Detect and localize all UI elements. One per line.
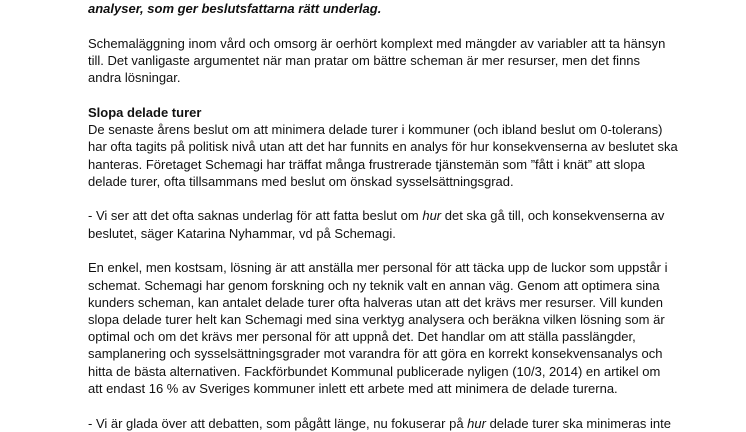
quote-paragraph-2 (88, 415, 688, 432)
intro-paragraph (88, 35, 688, 87)
emphasis-text: hur (467, 415, 486, 431)
paragraph-line: delade turer, ofta tillsammans med beslut om önskad sysselsättningsgrad. (88, 173, 514, 189)
quote-line (88, 207, 688, 224)
paragraph-line: har ofta tagits på politisk nivå utan att det har funnits en analys för hur konsekvenserna av beslutet ska (88, 139, 678, 155)
intro-line: Schemaläggning inom vård och omsorg är oerhört komplext med mängder av variabler att ta hänsyn (88, 35, 666, 51)
quote-line: beslutet, säger Katarina Nyhammar, vd på Schemagi. (88, 225, 396, 241)
paragraph-line: samplanering och sysselsättningsgrader mot varandra för att göra en korrekt konsekvensanalys och (88, 346, 663, 362)
quote-text: delade turer ska minimeras inte (485, 415, 671, 431)
section-heading: Slopa delade turer (88, 104, 202, 120)
quote-text: - Vi ser att det ofta saknas underlag för att fatta beslut om (88, 208, 423, 224)
paragraph-line: De senaste årens beslut om att minimera delade turer i kommuner (och ibland beslut om 0-tolerans) (88, 122, 663, 138)
document-body (88, 0, 688, 432)
paragraph-line: En enkel, men kostsam, lösning är att anställa mer personal för att täcka upp de luckor som uppstår i (88, 260, 668, 276)
paragraph-gap (88, 17, 688, 35)
intro-line: till. Det vanligaste argumentet när man pratar om bättre scheman är mer resurser, men det finns (88, 52, 641, 68)
paragraph-line: att endast 16 % av Sveriges kommuner inlett ett arbete med att minimera de delade turerna. (88, 380, 618, 396)
quote-text: - Vi är glada över att debatten, som pågått länge, nu fokuserar på (88, 415, 468, 431)
quote-text: det ska gå till, och konsekvenserna av (441, 208, 665, 224)
paragraph-line: hitta de bästa alternativen. Fackförbundet Kommunal publicerade nyligen (10/3, 2014) en artikel om (88, 363, 661, 379)
quote-paragraph-1 (88, 207, 688, 241)
emphasis-text: hur (422, 208, 442, 224)
paragraph-gap (88, 190, 688, 208)
paragraph-line: slopa delade turer helt kan Schemagi med sina verktyg analysera och beräkna vilken lösning som är (88, 312, 665, 327)
paragraph-line: schemat. Schemagi har genom forskning och ny teknik valt en annan väg. Genom att optimera sina (88, 277, 660, 293)
lead-tail-text: analyser, som ger beslutsfattarna rätt underlag. (88, 1, 382, 16)
paragraph-gap (88, 242, 688, 260)
paragraph-line: hanteras. Företaget Schemagi har träffat många frustrerade tjänstemän som ”fått i knät” att slopa (88, 156, 645, 172)
paragraph-gap (88, 397, 688, 415)
intro-line: andra lösningar. (88, 70, 181, 86)
paragraph-line: kunders scheman, kan antalet delade turer ofta halveras utan att det krävs mer resurser. Vill kunden (88, 294, 663, 310)
section-paragraph-1 (88, 121, 688, 190)
quote-line (88, 415, 688, 432)
paragraph-gap (88, 86, 688, 104)
section-paragraph-2 (88, 259, 688, 397)
paragraph-line: optimal och om det krävs mer personal för att uppnå det. Det handlar om att ställa passlängder, (88, 329, 636, 345)
